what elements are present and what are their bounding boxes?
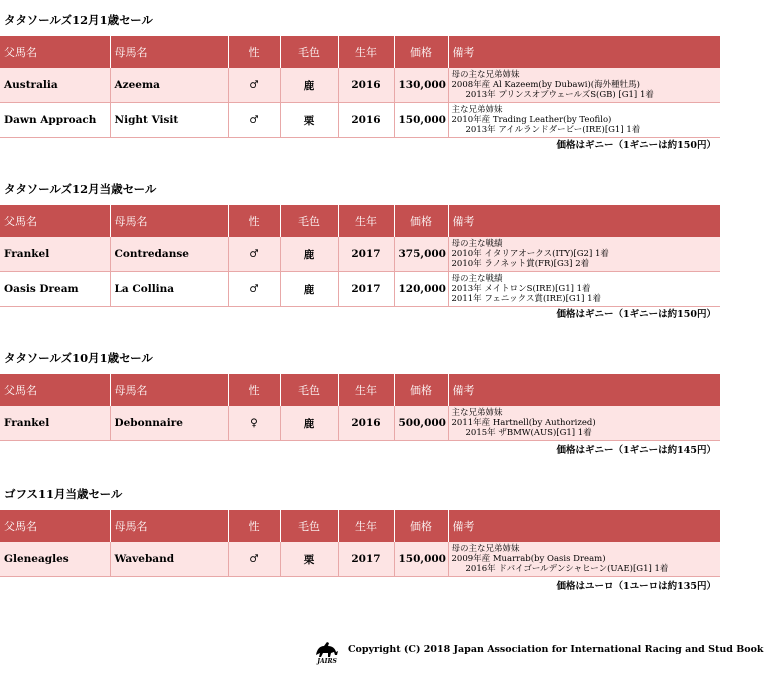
table-row [0, 542, 720, 577]
col-sex: 性 [228, 510, 280, 542]
color-cell: 鹿 [280, 406, 338, 441]
col-year: 生年 [338, 205, 394, 237]
table-header [0, 36, 720, 68]
color-cell: 鹿 [280, 272, 338, 307]
section-title: タタソールズ12月当歳セール [4, 182, 157, 196]
color-cell: 鹿 [280, 237, 338, 272]
col-price: 価格 [394, 374, 448, 406]
sale-table [0, 374, 720, 441]
note-line: 母の主な兄弟姉妹 [451, 544, 520, 554]
table-header [0, 510, 720, 542]
col-price: 価格 [394, 510, 448, 542]
col-color: 毛色 [280, 374, 338, 406]
year-cell: 2016 [338, 406, 394, 441]
note-line: 2015年 ザBMW(AUS)[G1] 1着 [465, 428, 592, 438]
col-sex: 性 [228, 374, 280, 406]
price-cell: 375,000 [394, 237, 448, 272]
sire-name: Frankel [0, 406, 110, 441]
sire-name: Frankel [0, 237, 110, 272]
dam-name: Azeema [110, 68, 228, 103]
col-sire: 父馬名 [0, 205, 110, 237]
col-sire: 父馬名 [0, 510, 110, 542]
note-line: 2008年産 Al Kazeem(by Dubawi)(海外種牡馬) [451, 80, 640, 90]
col-color: 毛色 [280, 510, 338, 542]
sale-table [0, 205, 720, 307]
dam-name: Night Visit [110, 103, 228, 138]
col-dam: 母馬名 [110, 205, 228, 237]
col-price: 価格 [394, 36, 448, 68]
price-note: 価格はギニー（1ギニーは約150円） [556, 309, 716, 320]
note-line: 2010年 イタリアオークス(ITY)[G2] 1着 [451, 249, 609, 259]
logo-text: JAIRS [317, 658, 337, 665]
table-row [0, 406, 720, 441]
price-cell: 500,000 [394, 406, 448, 441]
table-header [0, 374, 720, 406]
note-line: 母の主な戦績 [451, 274, 503, 284]
notes-cell [448, 103, 720, 138]
notes-cell [448, 272, 720, 307]
note-line: 主な兄弟姉妹 [451, 408, 503, 418]
col-sex: 性 [228, 205, 280, 237]
note-line: 母の主な兄弟姉妹 [451, 70, 520, 80]
sex-cell: ♂ [228, 272, 280, 307]
col-dam: 母馬名 [110, 510, 228, 542]
year-cell: 2017 [338, 542, 394, 577]
col-price: 価格 [394, 205, 448, 237]
col-sire: 父馬名 [0, 36, 110, 68]
col-notes: 備考 [448, 205, 720, 237]
col-dam: 母馬名 [110, 374, 228, 406]
table-row [0, 68, 720, 103]
col-color: 毛色 [280, 36, 338, 68]
price-note: 価格はユーロ（1ユーロは約135円） [556, 581, 716, 592]
price-cell: 120,000 [394, 272, 448, 307]
price-cell: 130,000 [394, 68, 448, 103]
year-cell: 2016 [338, 103, 394, 138]
sex-cell: ♀ [228, 406, 280, 441]
year-cell: 2017 [338, 237, 394, 272]
year-cell: 2017 [338, 272, 394, 307]
notes-cell [448, 542, 720, 577]
price-cell: 150,000 [394, 542, 448, 577]
price-note: 価格はギニー（1ギニーは約145円） [556, 445, 716, 456]
dam-name: Contredanse [110, 237, 228, 272]
year-cell: 2016 [338, 68, 394, 103]
sex-cell: ♂ [228, 542, 280, 577]
sire-name: Oasis Dream [0, 272, 110, 307]
dam-name: Waveband [110, 542, 228, 577]
color-cell: 栗 [280, 103, 338, 138]
section-title: ゴフス11月当歳セール [4, 487, 123, 501]
sale-table [0, 510, 720, 577]
note-line: 2010年産 Trading Leather(by Teofilo) [451, 115, 612, 125]
notes-cell [448, 406, 720, 441]
jairs-logo [310, 638, 344, 664]
table-header [0, 205, 720, 237]
sex-cell: ♂ [228, 237, 280, 272]
col-notes: 備考 [448, 510, 720, 542]
table-row [0, 237, 720, 272]
note-line: 2013年 メイトロンS(IRE)[G1] 1着 [451, 284, 591, 294]
col-color: 毛色 [280, 205, 338, 237]
notes-cell [448, 68, 720, 103]
note-line: 2011年 フェニックス賞(IRE)[G1] 1着 [451, 294, 602, 304]
section-title: タタソールズ10月1歳セール [4, 351, 153, 365]
dam-name: La Collina [110, 272, 228, 307]
note-line: 2009年産 Muarrab(by Oasis Dream) [451, 554, 606, 564]
sire-name: Gleneagles [0, 542, 110, 577]
dam-name: Debonnaire [110, 406, 228, 441]
col-year: 生年 [338, 510, 394, 542]
sex-cell: ♂ [228, 103, 280, 138]
col-sex: 性 [228, 36, 280, 68]
note-line: 主な兄弟姉妹 [451, 105, 503, 115]
col-year: 生年 [338, 36, 394, 68]
note-line: 2013年 プリンスオブウェールズS(GB) [G1] 1着 [465, 90, 654, 100]
note-line: 母の主な戦績 [451, 239, 503, 249]
table-row [0, 272, 720, 307]
note-line: 2013年 アイルランドダービー(IRE)[G1] 1着 [465, 125, 641, 135]
note-line: 2016年 ドバイゴールデンシャヒーン(UAE)[G1] 1着 [465, 564, 669, 574]
copyright-text: Copyright (C) 2018 Japan Association for International Racing and Stud Book [348, 644, 764, 655]
col-notes: 備考 [448, 36, 720, 68]
footer [310, 638, 764, 665]
sire-name: Dawn Approach [0, 103, 110, 138]
price-note: 価格はギニー（1ギニーは約150円） [556, 140, 716, 151]
col-sire: 父馬名 [0, 374, 110, 406]
note-line: 2010年 ラノネット賞(FR)[G3] 2着 [451, 259, 590, 269]
col-year: 生年 [338, 374, 394, 406]
col-notes: 備考 [448, 374, 720, 406]
section-title: タタソールズ12月1歳セール [4, 13, 153, 27]
price-cell: 150,000 [394, 103, 448, 138]
table-row [0, 103, 720, 138]
color-cell: 鹿 [280, 68, 338, 103]
note-line: 2011年産 Hartnell(by Authorized) [451, 418, 596, 428]
col-dam: 母馬名 [110, 36, 228, 68]
sire-name: Australia [0, 68, 110, 103]
sale-table [0, 36, 720, 138]
color-cell: 栗 [280, 542, 338, 577]
sex-cell: ♂ [228, 68, 280, 103]
notes-cell [448, 237, 720, 272]
